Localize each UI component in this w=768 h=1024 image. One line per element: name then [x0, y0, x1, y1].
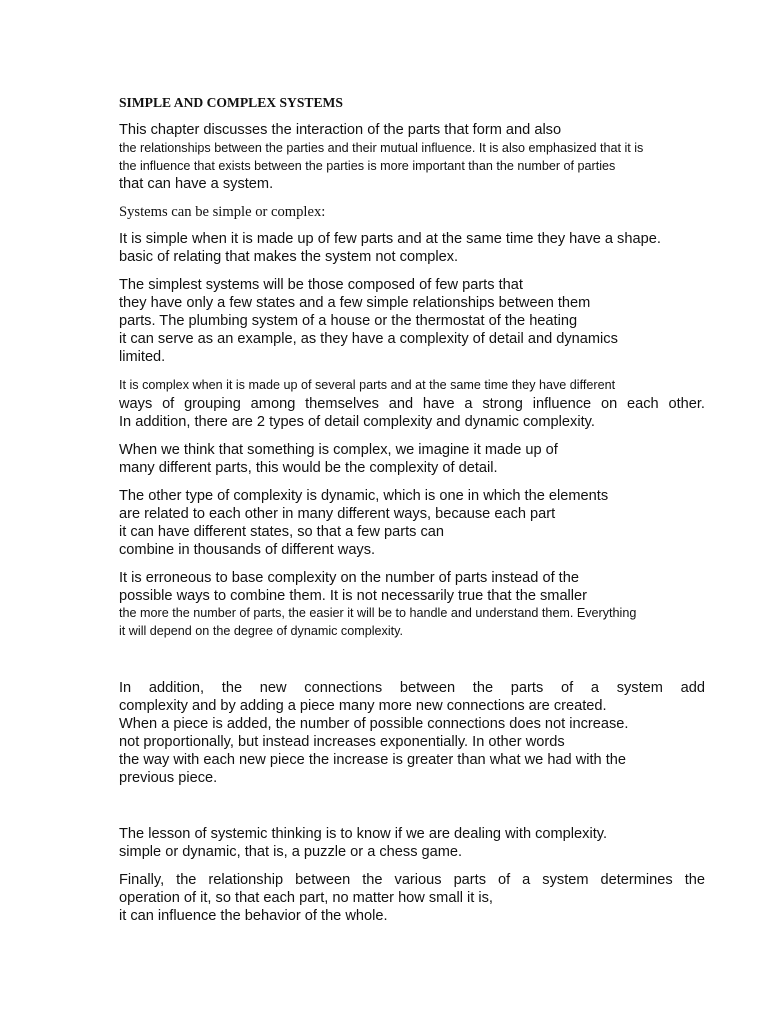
text-line: basic of relating that makes the system not complex. [119, 249, 459, 265]
text-line: The other type of complexity is dynamic, which is one in which the elements [119, 488, 609, 504]
text-line: The lesson of systemic thinking is to know if we are dealing with complexity. [119, 826, 608, 842]
text-line: it can influence the behavior of the whole. [119, 908, 388, 924]
text-line: the relationships between the parties and their mutual influence. It is also emphasized that it is [119, 141, 644, 155]
text-line: limited. [119, 349, 166, 365]
document-title: SIMPLE AND COMPLEX SYSTEMS [119, 95, 343, 110]
text-line: simple or dynamic, that is, a puzzle or a chess game. [119, 844, 463, 860]
text-line: that can have a system. [119, 176, 274, 192]
text-line: It is complex when it is made up of several parts and at the same time they have different [119, 378, 616, 392]
text-line: It is simple when it is made up of few parts and at the same time they have a shape. [119, 231, 661, 247]
text-line: In addition, there are 2 types of detail complexity and dynamic complexity. [119, 414, 595, 430]
text-line: combine in thousands of different ways. [119, 542, 376, 558]
text-line: ways of grouping among themselves and have a strong influence on each other. [119, 396, 705, 412]
text-line: Systems can be simple or complex: [119, 204, 326, 220]
text-line: In addition, the new connections between the parts of a system add [119, 680, 705, 696]
text-line: operation of it, so that each part, no matter how small it is, [119, 890, 493, 906]
text-line: This chapter discusses the interaction of the parts that form and also [119, 122, 562, 138]
text-line: it can serve as an example, as they have a complexity of detail and dynamics [119, 331, 618, 347]
text-line: they have only a few states and a few simple relationships between them [119, 295, 591, 311]
text-line: When we think that something is complex, we imagine it made up of [119, 442, 558, 458]
text-line: parts. The plumbing system of a house or the thermostat of the heating [119, 313, 578, 329]
text-line: The simplest systems will be those composed of few parts that [119, 277, 523, 293]
text-line: previous piece. [119, 770, 218, 786]
text-line: are related to each other in many different ways, because each part [119, 506, 556, 522]
text-line: it can have different states, so that a few parts can [119, 524, 445, 540]
text-line: not proportionally, but instead increases exponentially. In other words [119, 734, 565, 750]
text-line: Finally, the relationship between the various parts of a system determines the [119, 872, 705, 888]
text-line: possible ways to combine them. It is not necessarily true that the smaller [119, 588, 588, 604]
text-line: many different parts, this would be the complexity of detail. [119, 460, 498, 476]
text-line: complexity and by adding a piece many more new connections are created. [119, 698, 607, 714]
text-line: It is erroneous to base complexity on the number of parts instead of the [119, 570, 579, 586]
text-line: it will depend on the degree of dynamic complexity. [119, 624, 403, 638]
text-line: When a piece is added, the number of possible connections does not increase. [119, 716, 629, 732]
text-line: the more the number of parts, the easier it will be to handle and understand them. Everything [119, 606, 637, 620]
text-line: the influence that exists between the parties is more important than the number of parties [119, 159, 616, 173]
text-line: the way with each new piece the increase is greater than what we had with the [119, 752, 627, 768]
